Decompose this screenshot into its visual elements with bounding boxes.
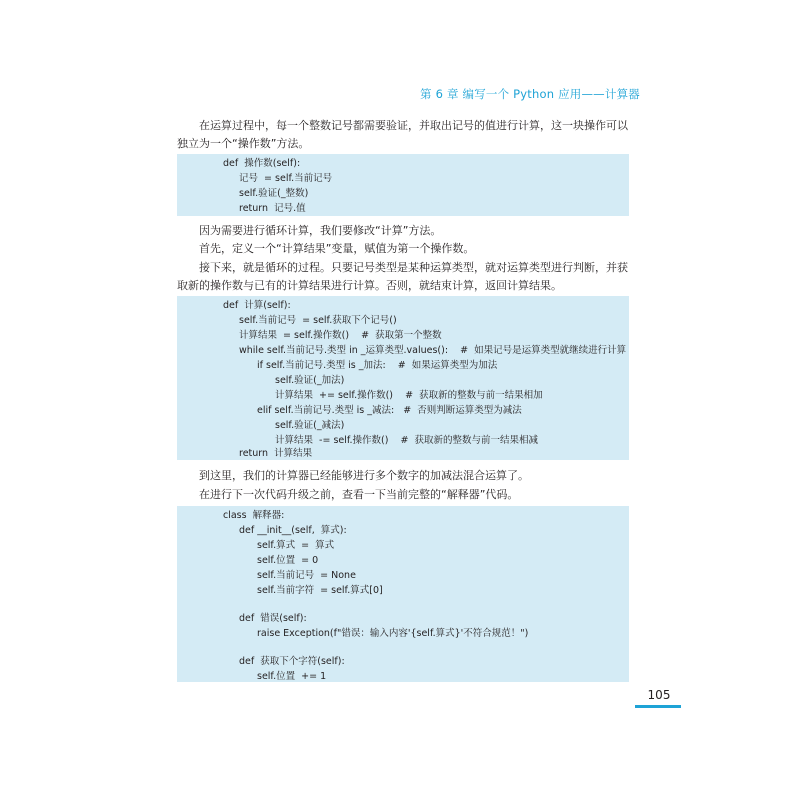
code-line: raise Exception(f"错误：输入内容'{self.算式}'不符合规范！") — [257, 628, 529, 639]
paragraph-result-var: 首先，定义一个“计算结果”变量，赋值为第一个操作数。 — [199, 242, 475, 255]
code-line: return 计算结果 — [239, 448, 313, 459]
code-line: self.当前字符 = self.算式[0] — [257, 585, 383, 596]
code-line: self.位置 = 0 — [257, 555, 319, 566]
code-block-calculate — [177, 296, 629, 460]
chapter-header: 第 6 章 编写一个 Python 应用——计算器 — [420, 87, 640, 101]
code-line: def 操作数(self): — [223, 158, 301, 169]
code-line: self.算式 = 算式 — [257, 540, 335, 551]
code-line: self.验证(_整数) — [239, 188, 309, 199]
code-line: def 错误(self): — [239, 613, 307, 624]
code-line: self.验证(_加法) — [275, 375, 345, 386]
code-line: 记号 = self.当前记号 — [239, 173, 333, 184]
code-line: elif self.当前记号.类型 is _减法: # 否则判断运算类型为减法 — [257, 405, 522, 416]
page-number: 105 — [647, 688, 671, 702]
code-line: if self.当前记号.类型 is _加法: # 如果运算类型为加法 — [257, 360, 498, 371]
page-number-underline — [635, 705, 681, 708]
code-line: self.验证(_减法) — [275, 420, 345, 431]
paragraph-status: 到这里，我们的计算器已经能够进行多个数字的加减法混合运算了。 — [199, 469, 529, 482]
code-line: self.当前记号 = self.获取下个记号() — [239, 315, 397, 326]
code-block-interpreter — [177, 506, 629, 682]
code-line: class 解释器: — [223, 510, 285, 521]
code-line: self.位置 += 1 — [257, 671, 327, 682]
code-line: self.当前记号 = None — [257, 570, 356, 581]
paragraph-operand-intro: 在运算过程中，每一个整数记号都需要验证，并取出记号的值进行计算，这一块操作可以独立为一个“操作数”方法。 — [177, 119, 628, 150]
paragraph-loop-process: 接下来，就是循环的过程。只要记号类型是某种运算类型，就对运算类型进行判断，并获取新的操作数与已有的计算结果进行计算。否则，就结束计算，返回计算结果。 — [177, 261, 628, 292]
paragraph-loop-note: 因为需要进行循环计算，我们要修改“计算”方法。 — [199, 224, 442, 237]
code-line: 计算结果 += self.操作数() # 获取新的整数与前一结果相加 — [275, 390, 543, 401]
code-line: def 获取下个字符(self): — [239, 656, 345, 667]
paragraph-full-code: 在进行下一次代码升级之前，查看一下当前完整的“解释器”代码。 — [199, 488, 519, 501]
code-line: 计算结果 -= self.操作数() # 获取新的整数与前一结果相减 — [275, 435, 539, 446]
code-line: return 记号.值 — [239, 203, 306, 214]
code-block-operand — [177, 154, 629, 216]
code-line: def __init__(self, 算式): — [239, 525, 347, 536]
code-line: def 计算(self): — [223, 300, 291, 311]
code-line: 计算结果 = self.操作数() # 获取第一个整数 — [239, 330, 442, 341]
code-line: while self.当前记号.类型 in _运算类型.values(): # 如果记号是运算类型就继续进行计算 — [239, 345, 627, 356]
